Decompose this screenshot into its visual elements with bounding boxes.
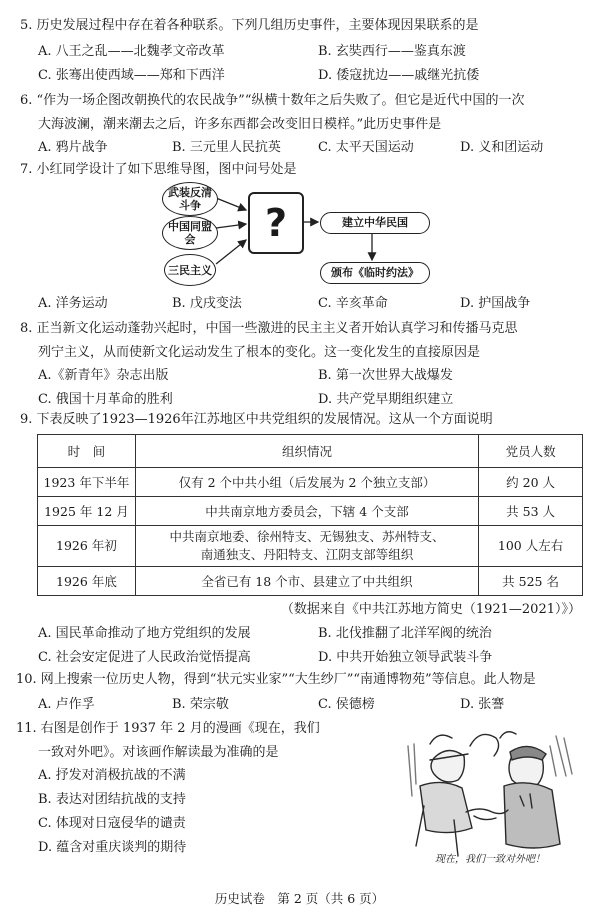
q7-option-c[interactable]: C. 辛亥革命 — [318, 296, 388, 311]
table-row — [38, 526, 583, 567]
table-cell-members: 共 525 名 — [479, 567, 583, 596]
q11-stem-line2: 一致对外吧》。对该画作解读最为准确的是 — [38, 745, 279, 760]
q5-option-d[interactable]: D. 倭寇扰边——戚继光抗倭 — [318, 68, 480, 83]
q6-option-c[interactable]: C. 太平天国运动 — [318, 140, 414, 155]
table-header-organization: 组织情况 — [135, 435, 478, 468]
q11-option-c[interactable]: C. 体现对日寇侵华的谴责 — [38, 816, 186, 831]
table-cell-time: 1926 年初 — [38, 526, 136, 567]
q9-option-c[interactable]: C. 社会安定促进了人民政治觉悟提高 — [38, 650, 251, 665]
q9-option-b[interactable]: B. 北伐推翻了北洋军阀的统治 — [318, 626, 492, 641]
q5-option-a[interactable]: A. 八王之乱——北魏孝文帝改革 — [38, 44, 225, 59]
table-row — [38, 468, 583, 497]
q9-table — [37, 434, 583, 596]
cartoon-drawing — [400, 716, 582, 868]
table-cell-organization: 中共南京地方委员会，下辖 4 个支部 — [135, 497, 478, 526]
q7-option-a[interactable]: A. 洋务运动 — [38, 296, 108, 311]
map-box-found-roc: 建立中华民国 — [320, 212, 430, 234]
q6-option-b[interactable]: B. 三元里人民抗英 — [172, 140, 281, 155]
map-oval-tongmenghui: 中国同盟会 — [162, 216, 218, 250]
table-cell-time: 1925 年 12 月 — [38, 497, 136, 526]
table-row — [38, 497, 583, 526]
q7-option-b[interactable]: B. 戊戌变法 — [172, 296, 242, 311]
table-row — [38, 567, 583, 596]
q6-option-d[interactable]: D. 义和团运动 — [460, 140, 544, 155]
q5-stem: 5. 历史发展过程中存在着各种联系。下列几组历史事件，主要体现因果联系的是 — [20, 18, 479, 33]
q11-cartoon-image — [400, 716, 582, 868]
map-box-provisional-constitution: 颁布《临时约法》 — [320, 262, 430, 284]
q11-option-a[interactable]: A. 抒发对消极抗战的不满 — [38, 768, 186, 783]
q5-option-c[interactable]: C. 张骞出使西域——郑和下西洋 — [38, 68, 225, 83]
q7-option-d[interactable]: D. 护国战争 — [460, 296, 531, 311]
table-header-members: 党员人数 — [479, 435, 583, 468]
table-cell-members: 100 人左右 — [479, 526, 583, 567]
q7-stem: 7. 小红同学设计了如下思维导图，图中问号处是 — [20, 162, 297, 177]
q9-option-d[interactable]: D. 中共开始独立领导武装斗争 — [318, 650, 493, 665]
q10-option-c[interactable]: C. 侯德榜 — [318, 697, 375, 712]
q7-mind-map — [160, 180, 460, 290]
table-cell-organization: 中共南京地委、徐州特支、无锡独支、苏州特支、 南通独支、丹阳特支、江阴支部等组织 — [135, 526, 478, 567]
q10-stem: 10. 网上搜索一位历史人物，得到“状元实业家”“大生纱厂”“南通博物苑”等信息。此人物是 — [16, 672, 536, 687]
q11-stem-line1: 11. 右图是创作于 1937 年 2 月的漫画《现在，我们 — [16, 721, 320, 736]
q10-option-a[interactable]: A. 卢作孚 — [38, 697, 95, 712]
table-cell-time: 1923 年下半年 — [38, 468, 136, 497]
q8-option-a[interactable]: A.《新青年》杂志出版 — [38, 368, 169, 383]
q8-stem-line2: 列宁主义，从而使新文化运动发生了根本的变化。这一变化发生的直接原因是 — [38, 345, 481, 360]
q9-option-a[interactable]: A. 国民革命推动了地方党组织的发展 — [38, 626, 251, 641]
q6-stem-line2: 大海波澜，潮来潮去之后，许多东西都会改变旧日模样。”此历史事件是 — [38, 117, 442, 132]
q10-option-d[interactable]: D. 张謇 — [460, 697, 505, 712]
q8-option-b[interactable]: B. 第一次世界大战爆发 — [318, 368, 453, 383]
cartoon-caption: 现在，我们一致对外吧！ — [435, 854, 545, 865]
q11-option-b[interactable]: B. 表达对团结抗战的支持 — [38, 792, 186, 807]
map-oval-armed-struggle: 武装反清斗争 — [162, 182, 218, 216]
q5-option-b[interactable]: B. 玄奘西行——鉴真东渡 — [318, 44, 466, 59]
map-question-box: ? — [248, 192, 304, 254]
q8-stem-line1: 8. 正当新文化运动蓬勃兴起时，中国一些激进的民主主义者开始认真学习和传播马克思 — [20, 321, 518, 336]
q8-option-c[interactable]: C. 俄国十月革命的胜利 — [38, 392, 173, 407]
q9-stem: 9. 下表反映了1923—1926年江苏地区中共党组织的发展情况。这从一个方面说明 — [20, 412, 493, 427]
table-cell-time: 1926 年底 — [38, 567, 136, 596]
map-oval-three-principles: 三民主义 — [164, 254, 216, 286]
table-cell-organization: 全省已有 18 个市、县建立了中共组织 — [135, 567, 478, 596]
table-header-row — [38, 435, 583, 468]
q6-stem-line1: 6. “作为一场企图改朝换代的农民战争”“纵横十数年之后失败了。但它是近代中国的一次 — [20, 93, 525, 108]
table-cell-members: 共 53 人 — [479, 497, 583, 526]
q10-option-b[interactable]: B. 荣宗敬 — [172, 697, 229, 712]
table-cell-organization: 仅有 2 个中共小组（后发展为 2 个独立支部） — [135, 468, 478, 497]
q9-source-note: （数据来自《中共江苏地方简史（1921—2021）》） — [280, 602, 581, 617]
table-cell-members: 约 20 人 — [479, 468, 583, 497]
page-footer: 历史试卷 第 2 页（共 6 页） — [214, 891, 385, 906]
q11-option-d[interactable]: D. 蕴含对重庆谈判的期待 — [38, 840, 187, 855]
q6-option-a[interactable]: A. 鸦片战争 — [38, 140, 108, 155]
q8-option-d[interactable]: D. 共产党早期组织建立 — [318, 392, 454, 407]
table-header-time: 时 间 — [38, 435, 136, 468]
